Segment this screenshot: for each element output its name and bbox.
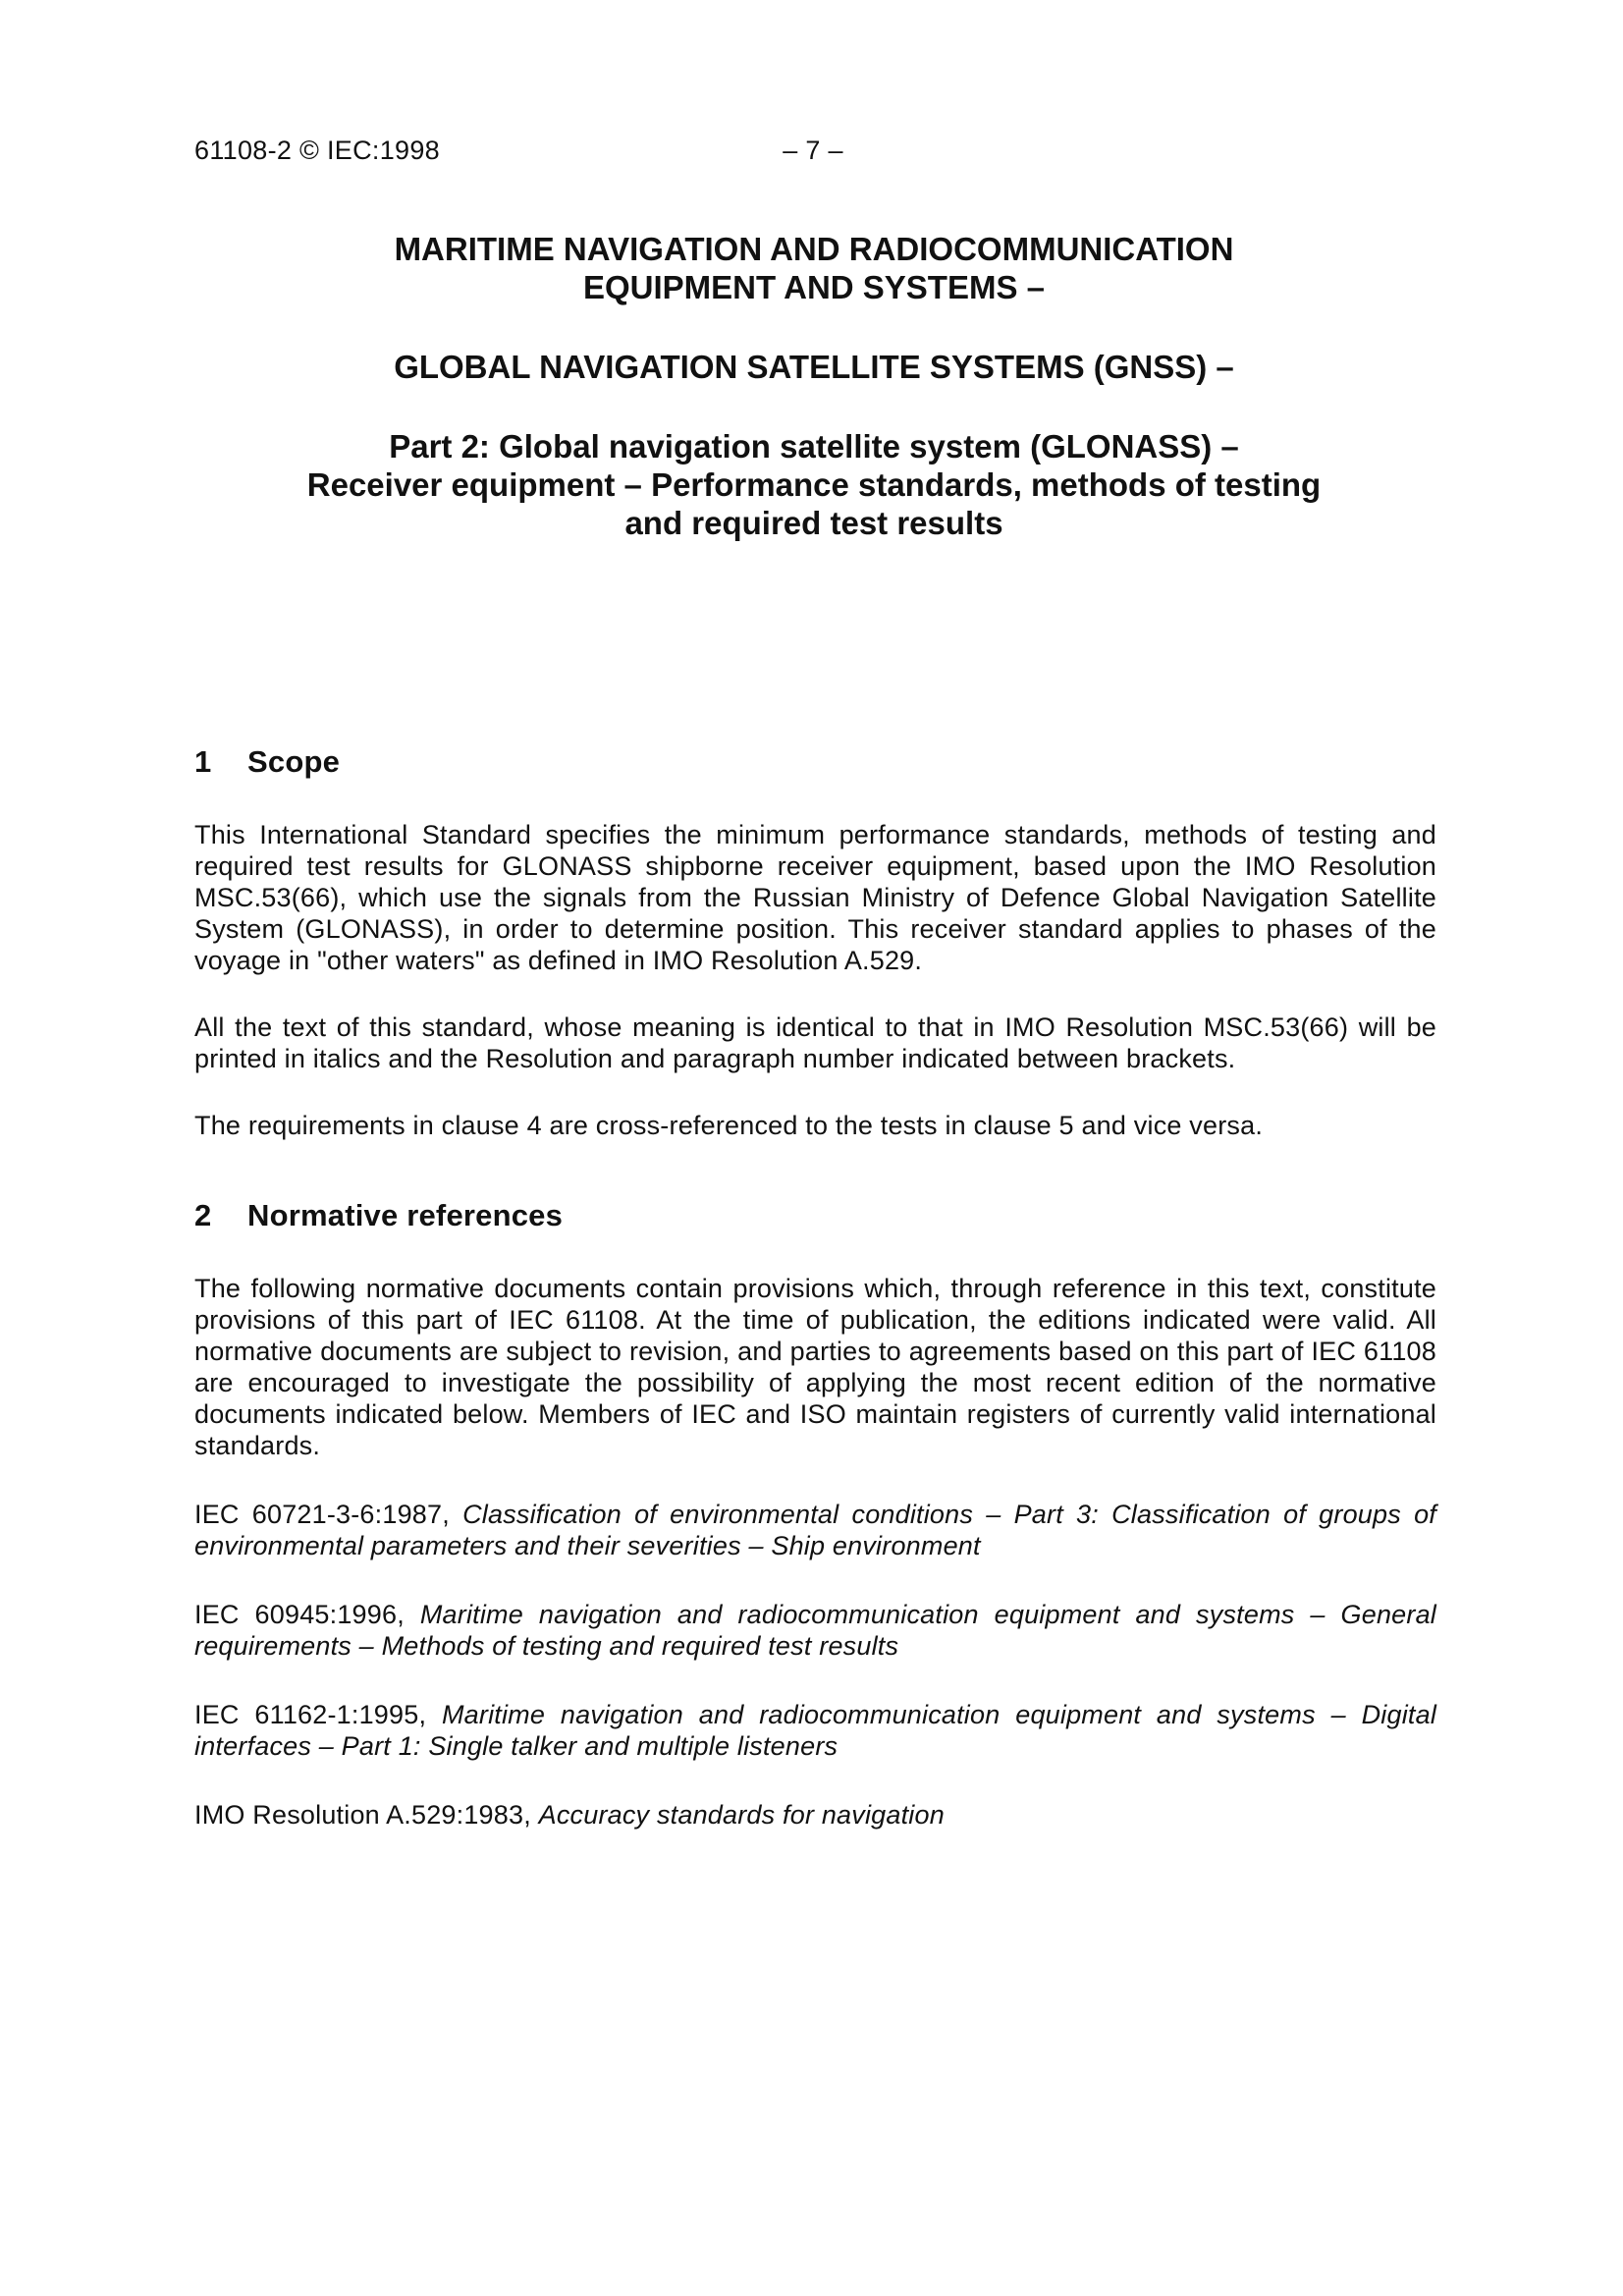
document-title (194, 230, 1434, 542)
section-title: Scope (247, 744, 341, 779)
title-line: GLOBAL NAVIGATION SATELLITE SYSTEMS (GNSS) – (394, 349, 1234, 385)
reference-id: IEC 60945:1996, (194, 1600, 405, 1629)
title-line: MARITIME NAVIGATION AND RADIOCOMMUNICATION (394, 231, 1234, 267)
paragraph: This International Standard specifies the minimum performance standards, methods of testing and required test results for GLONASS shipborne receiver equipment, based upon the IMO Resolution MSC.53(66), which use the signals from the Russian Ministry of Defence Global Navigation Satellite System (GLONASS), in order to determine position. This receiver standard applies to phases of the voyage in "other waters" as defined in IMO Resolution A.529. (194, 820, 1436, 975)
section-heading-scope (194, 742, 1436, 782)
reference-id: IEC 60721-3-6:1987, (194, 1500, 450, 1529)
title-line: Part 2: Global navigation satellite system (GLONASS) – (389, 428, 1239, 465)
section-heading-normative-references (194, 1196, 1436, 1235)
title-line: and required test results (624, 505, 1003, 541)
reference-title: Maritime navigation and radiocommunication equipment and systems – Digital interfaces – Part 1: Single talker and multiple listeners (194, 1700, 1437, 1761)
reference-entry (194, 1499, 1436, 1561)
reference-title: Accuracy standards for navigation (538, 1800, 945, 1830)
page-number: – 7 – (783, 136, 843, 165)
reference-title: Maritime navigation and radiocommunication equipment and systems – General requirements – Methods of testing and required test results (194, 1600, 1436, 1661)
section-number: 2 (194, 1198, 212, 1232)
paragraph: The requirements in clause 4 are cross-referenced to the tests in clause 5 and vice versa. (194, 1111, 1264, 1140)
reference-id: IMO Resolution A.529:1983, (194, 1800, 531, 1830)
reference-id: IEC 61162-1:1995, (194, 1700, 427, 1729)
section-number: 1 (194, 744, 212, 779)
reference-entry (194, 1799, 1436, 1831)
document-reference: 61108-2 © IEC:1998 (194, 136, 440, 165)
paragraph: The following normative documents contain provisions which, through reference in this text, constitute provisions of this part of IEC 61108. At the time of publication, the editions indicated were valid. All normative documents are subject to revision, and parties to agreements based on this part of IEC 61108 are encouraged to investigate the possibility of applying the most recent edition of the normative documents indicated below. Members of IEC and ISO maintain registers of currently valid international standards. (194, 1274, 1436, 1460)
reference-entry (194, 1599, 1436, 1662)
document-body (194, 742, 1436, 1831)
page-header (194, 136, 1432, 169)
title-line: EQUIPMENT AND SYSTEMS – (582, 269, 1045, 305)
reference-entry (194, 1699, 1436, 1762)
paragraph: All the text of this standard, whose meaning is identical to that in IMO Resolution MSC.53(66) will be printed in italics and the Resolution and paragraph number indicated between brackets. (194, 1012, 1436, 1073)
reference-title: Classification of environmental conditions – Part 3: Classification of groups of environmental parameters and their severities – Ship environment (194, 1500, 1436, 1560)
section-title: Normative references (247, 1198, 564, 1232)
title-line: Receiver equipment – Performance standards, methods of testing (306, 466, 1322, 503)
